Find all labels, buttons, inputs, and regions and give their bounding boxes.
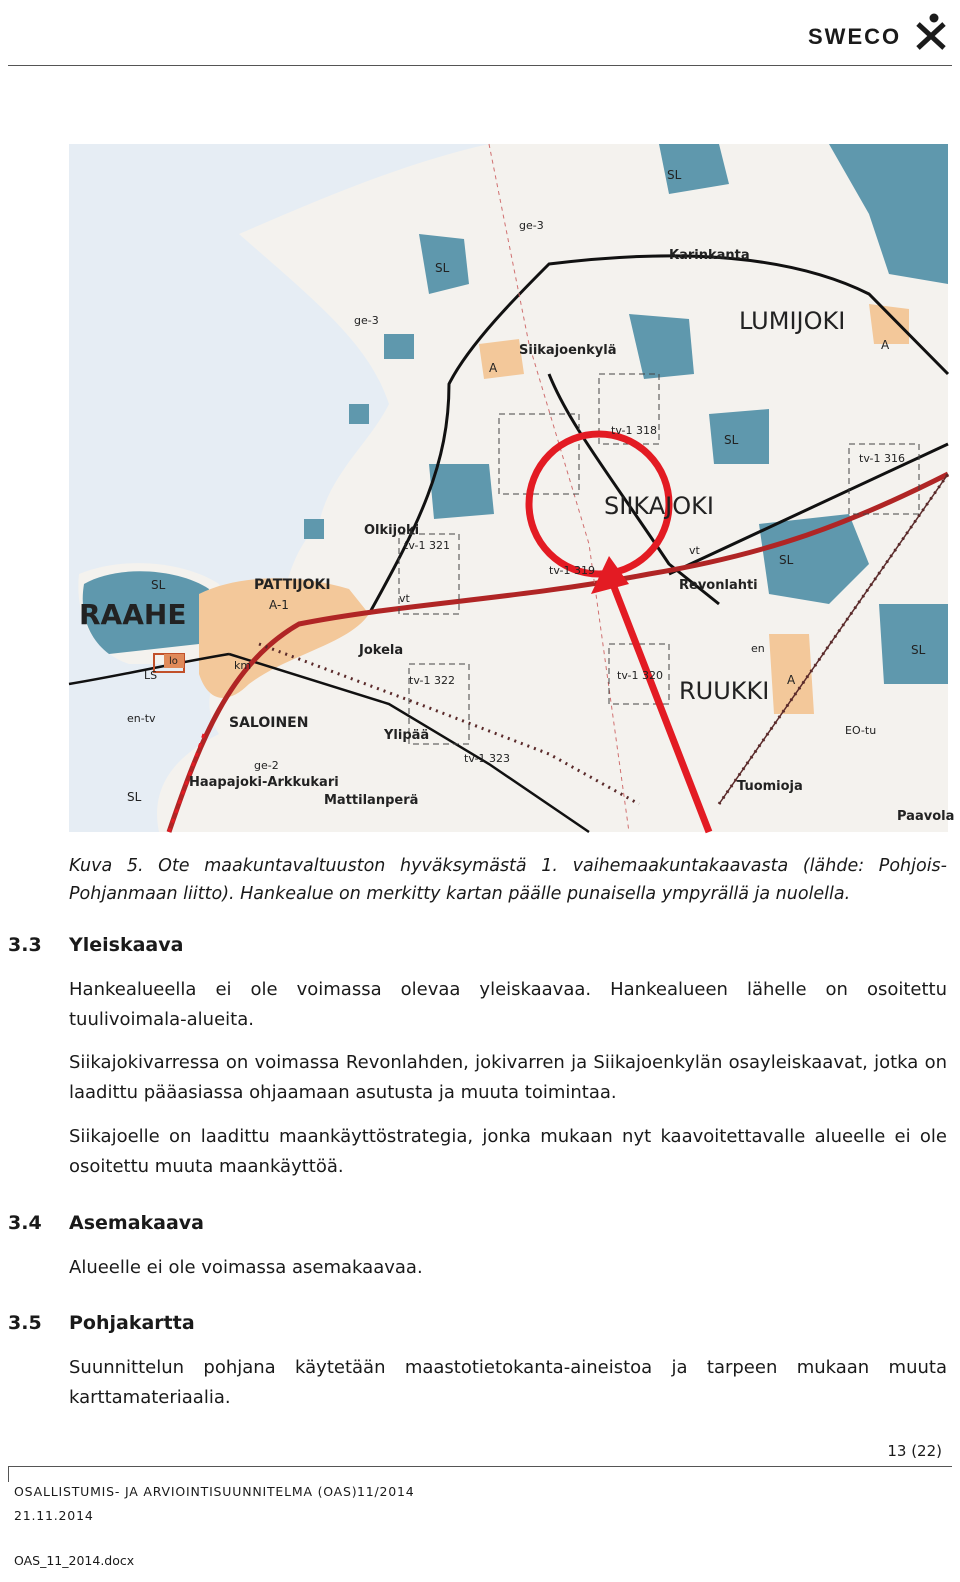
label-eotu: EO-tu bbox=[845, 724, 877, 737]
label-tv1-323: tv-1 323 bbox=[464, 752, 510, 765]
label-tv1-318: tv-1 318 bbox=[611, 424, 657, 437]
section-number-3-3: 3.3 bbox=[8, 934, 42, 956]
label-km: km bbox=[234, 659, 252, 672]
header-rule bbox=[8, 65, 952, 66]
label-raahe: RAAHE bbox=[79, 598, 187, 631]
paragraph-3: Siikajoelle on laadittu maankäyttöstrategia, jonka mukaan nyt kaavoitettavalle alueelle ei ole osoitettu muuta maankäyttöä. bbox=[69, 1126, 947, 1177]
label-ls: LS bbox=[144, 669, 158, 682]
logo-text: SWECO bbox=[808, 24, 902, 49]
footer-filename: OAS_11_2014.docx bbox=[14, 1553, 135, 1568]
label-olkijoki: Olkijoki bbox=[364, 523, 420, 538]
label-tv1-320: tv-1 320 bbox=[617, 669, 663, 682]
label-ruukki: RUUKKI bbox=[679, 677, 770, 705]
paragraph-5: Suunnittelun pohjana käytetään maastotietokanta-aineistoa ja tarpeen mukaan muuta karttamateriaalia. bbox=[69, 1357, 947, 1408]
section-number-3-4: 3.4 bbox=[8, 1212, 42, 1234]
label-a-1: A bbox=[489, 361, 498, 375]
footer-rule bbox=[8, 1466, 952, 1467]
label-tv1-316: tv-1 316 bbox=[859, 452, 905, 465]
sweco-mark-icon bbox=[908, 10, 948, 50]
regional-plan-map bbox=[69, 144, 955, 832]
page-number: 13 (22) bbox=[887, 1442, 942, 1460]
label-tv1-321: tv-1 321 bbox=[404, 539, 450, 552]
label-lo: lo bbox=[169, 656, 178, 667]
section-number-3-5: 3.5 bbox=[8, 1312, 42, 1334]
paragraph-4: Alueelle ei ole voimassa asemakaavaa. bbox=[69, 1257, 423, 1278]
figure-caption: Kuva 5. Ote maakuntavaltuuston hyväksymästä 1. vaihemaakuntakaavasta (lähde: Pohjois-Pohjanmaan liitto). Hankealue on merkitty kartan päälle punaisella ympyrällä ja nuolella. bbox=[69, 856, 947, 904]
label-sl-6: SL bbox=[911, 643, 926, 657]
label-vt-1: vt bbox=[399, 592, 410, 605]
label-a1: A-1 bbox=[269, 598, 289, 612]
footer-doc-title: OSALLISTUMIS- JA ARVIOINTISUUNNITELMA (OAS) bbox=[14, 1484, 358, 1499]
label-siikajoki: SIIKAJOKI bbox=[604, 492, 714, 520]
label-revonlahti: Revonlahti bbox=[679, 578, 758, 593]
label-entv: en-tv bbox=[127, 712, 156, 725]
label-lumijoki: LUMIJOKI bbox=[739, 307, 846, 335]
section-title-asemakaava: Asemakaava bbox=[69, 1212, 205, 1234]
label-sl-1: SL bbox=[435, 261, 450, 275]
label-vt-2: vt bbox=[689, 544, 700, 557]
label-saloinen: SALOINEN bbox=[229, 715, 309, 731]
label-sl-2: SL bbox=[667, 168, 682, 182]
footer-vertical-rule bbox=[8, 1466, 9, 1482]
section-title-pohjakartta: Pohjakartta bbox=[69, 1312, 195, 1334]
label-ge3-1: ge-3 bbox=[354, 314, 379, 327]
paragraph-2: Siikajokivarressa on voimassa Revonlahden, jokivarren ja Siikajoenkylän osayleiskaavat, jotka on laadittu pääasiassa ohjaamaan asutusta ja muuta toimintaa. bbox=[69, 1052, 947, 1103]
label-tuomioja: Tuomioja bbox=[737, 779, 803, 794]
label-sl-raahe: SL bbox=[151, 578, 166, 592]
map-svg bbox=[69, 144, 955, 832]
paragraph-1: Hankealueella ei ole voimassa olevaa yleiskaavaa. Hankealueen lähelle on osoitettu tuulivoimala-alueita. bbox=[69, 979, 947, 1030]
label-tv1-322: tv-1 322 bbox=[409, 674, 455, 687]
label-haapajoki: Haapajoki-Arkkukari bbox=[189, 775, 339, 790]
label-sl-3: SL bbox=[724, 433, 739, 447]
label-jokela: Jokela bbox=[359, 643, 404, 658]
section-title-yleiskaava: Yleiskaava bbox=[69, 934, 184, 956]
label-siikajoenkyla: Siikajoenkylä bbox=[519, 343, 617, 358]
label-a-3: A bbox=[787, 673, 796, 687]
label-ylipaa: Ylipää bbox=[384, 728, 430, 743]
label-a-2: A bbox=[881, 338, 890, 352]
label-ge3-2: ge-3 bbox=[519, 219, 544, 232]
label-en: en bbox=[751, 642, 765, 655]
label-sl-5: SL bbox=[127, 790, 142, 804]
label-mattilanpera: Mattilanperä bbox=[324, 793, 419, 808]
label-ge2: ge-2 bbox=[254, 759, 279, 772]
label-karinkanta: Karinkanta bbox=[669, 248, 750, 263]
footer-month: 11/2014 bbox=[357, 1484, 415, 1499]
sweco-logo bbox=[808, 10, 948, 50]
label-paavola: Paavola bbox=[897, 809, 955, 824]
label-pattijoki: PATTIJOKI bbox=[254, 577, 331, 593]
label-sl-4: SL bbox=[779, 553, 794, 567]
label-tv1-319: tv-1 319 bbox=[549, 564, 595, 577]
footer-date: 21.11.2014 bbox=[14, 1508, 94, 1523]
